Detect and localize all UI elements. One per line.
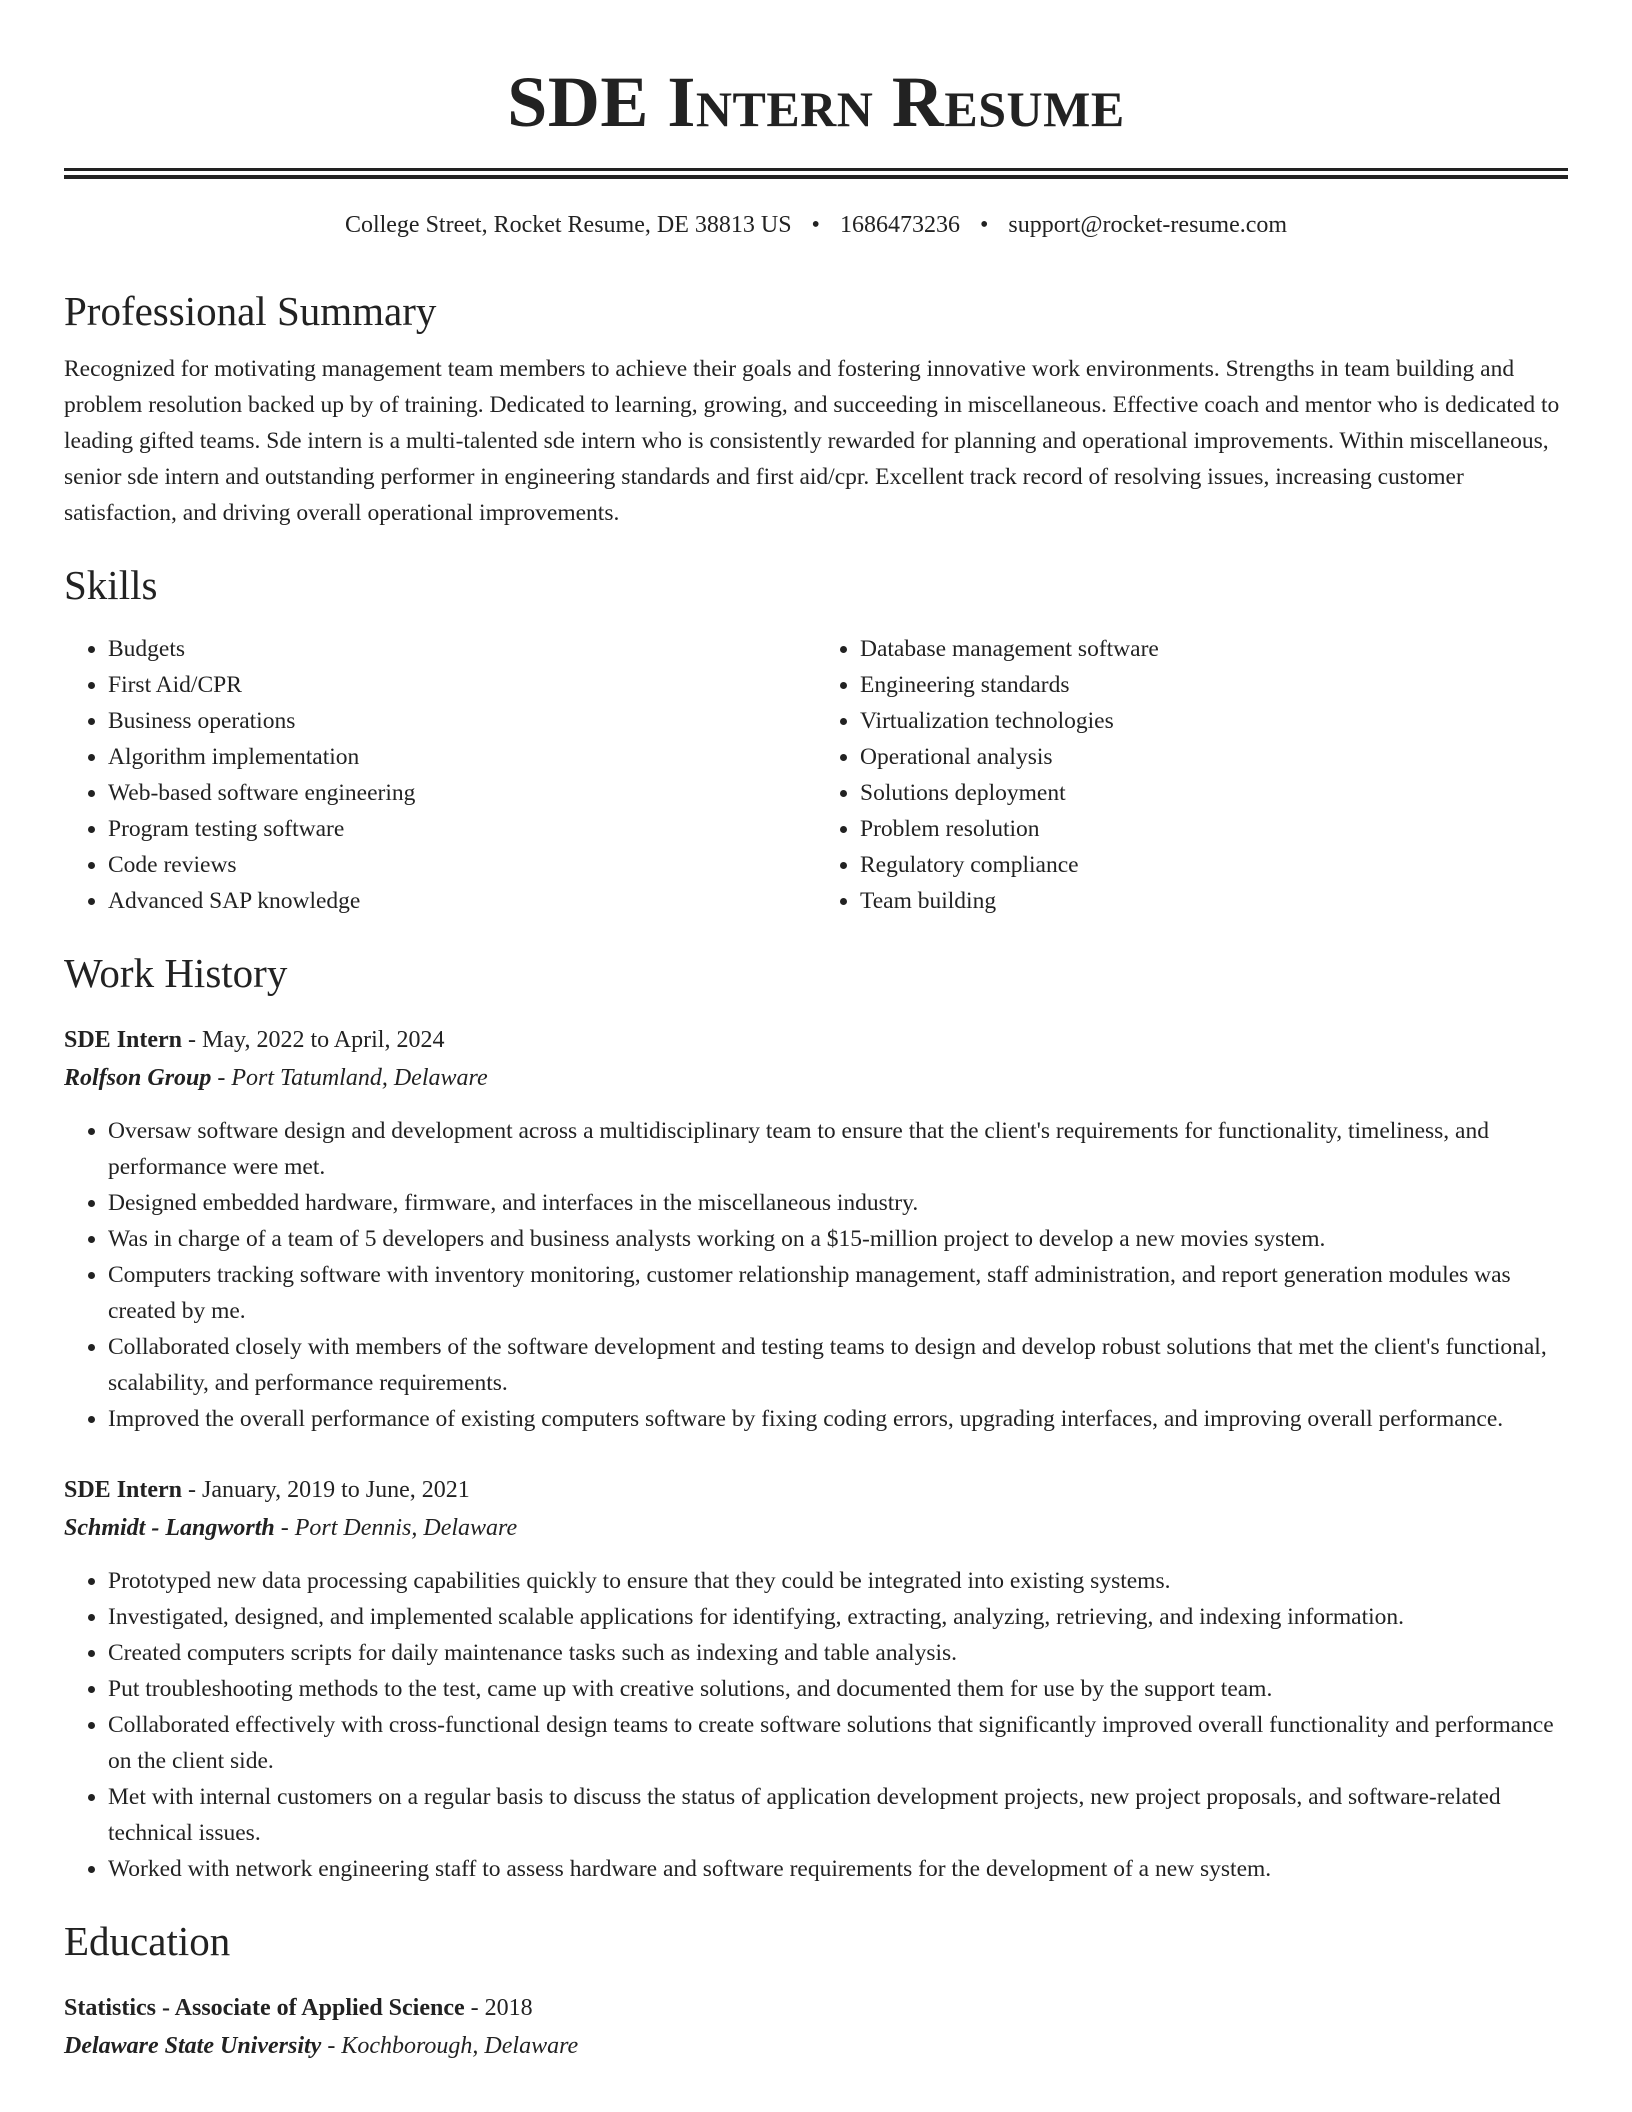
job-bullet: • Oversaw software design and development across a multidisciplinary team to ensure that the client's requirements for functionality, timeliness, and performance were met. [108,1113,1568,1185]
skills-heading: Skills [64,562,158,608]
contact-separator: • [811,212,820,238]
skill-item: • Web-based software engineering [108,775,816,811]
work-history-heading: Work History [64,950,288,996]
contact-phone: 1686473236 [839,212,960,238]
job-entry [64,1471,1568,1887]
skill-item: • Advanced SAP knowledge [108,883,816,919]
skills-column-left [64,631,816,919]
title-divider [64,168,1568,179]
job-bullet: • Met with internal customers on a regular basis to discuss the status of application development projects, new project proposals, and software-related technical issues. [108,1779,1568,1851]
job-bullet: • Collaborated closely with members of the software development and testing teams to design and develop robust solutions that met the client's functional, scalability, and performance requirements. [108,1329,1568,1401]
education-entry [64,1989,1568,2065]
job-bullet: • Worked with network engineering staff to assess hardware and software requirements for the development of a new system. [108,1851,1568,1887]
contact-separator: • [979,212,989,238]
job-bullet: • Put troubleshooting methods to the test, came up with creative solutions, and documented them for use by the support team. [108,1671,1568,1707]
company-line [64,1509,1568,1547]
contact-email: support@rocket-resume.com [1008,212,1288,238]
school-name: Delaware State University [64,2033,322,2059]
job-dates: - January, 2019 to June, 2021 [182,1477,470,1503]
skill-item: • Database management software [860,631,1568,667]
skill-item: • Business operations [108,703,816,739]
school-location: - Kochborough, Delaware [321,2033,579,2059]
degree-name: Statistics - Associate of Applied Science [64,1995,465,2021]
skill-item: • Algorithm implementation [108,739,816,775]
job-bullets [64,1113,1568,1437]
company-location: - Port Dennis, Delaware [274,1515,518,1541]
job-bullet: • Designed embedded hardware, firmware, and interfaces in the miscellaneous industry. [108,1185,1568,1221]
skill-item: • Team building [860,883,1568,919]
job-title-line [64,1021,1568,1059]
skill-item: • Program testing software [108,811,816,847]
skill-item: • Operational analysis [860,739,1568,775]
education-heading: Education [64,1918,231,1964]
resume-title: SDE Intern Resume [507,62,1125,142]
job-bullets [64,1563,1568,1887]
job-entry [64,1021,1568,1437]
skills-list [64,631,1568,919]
school-line [64,2027,1568,2065]
skill-item: • Regulatory compliance [860,847,1568,883]
skill-item: • Problem resolution [860,811,1568,847]
degree-year: - 2018 [464,1995,533,2021]
contact-line [64,209,1568,241]
summary-heading: Professional Summary [64,288,437,334]
skill-item: • Engineering standards [860,667,1568,703]
job-title-line [64,1471,1568,1509]
skills-column-right [816,631,1568,919]
skill-item: • Solutions deployment [860,775,1568,811]
job-bullet: • Computers tracking software with inventory monitoring, customer relationship management, staff administration, and report generation modules was created by me. [108,1257,1568,1329]
company-location: - Port Tatumland, Delaware [211,1065,488,1091]
degree-line [64,1989,1568,2027]
skill-item: • Budgets [108,631,816,667]
company-name: Rolfson Group [64,1065,212,1091]
summary-text: Recognized for motivating management team members to achieve their goals and fostering innovative work environments. Strengths in team building and problem resolution backed up by of training. Dedicated to learning, growing, and succeeding in miscellaneous. Effective coach and mentor who is dedicated to leading gifted teams. Sde intern is a multi-talented sde intern who is consistently rewarded for planning and operational improvements. Within miscellaneous, senior sde intern and outstanding performer in engineering standards and first aid/cpr. Excellent track record of resolving issues, increasing customer satisfaction, and driving overall operational improvements. [64,356,1560,526]
job-bullet: • Collaborated effectively with cross-functional design teams to create software solutions that significantly improved overall functionality and performance on the client side. [108,1707,1568,1779]
job-bullet: • Improved the overall performance of existing computers software by fixing coding errors, upgrading interfaces, and improving overall performance. [108,1401,1568,1437]
company-name: Schmidt - Langworth [64,1515,275,1541]
skill-item: • First Aid/CPR [108,667,816,703]
job-bullet: • Investigated, designed, and implemented scalable applications for identifying, extracting, analyzing, retrieving, and indexing information. [108,1599,1568,1635]
skill-item: • Code reviews [108,847,816,883]
company-line [64,1059,1568,1097]
job-bullet: • Was in charge of a team of 5 developers and business analysts working on a $15-million project to develop a new movies system. [108,1221,1568,1257]
job-dates: - May, 2022 to April, 2024 [182,1027,445,1053]
job-title: SDE Intern [64,1027,183,1053]
skill-item: • Virtualization technologies [860,703,1568,739]
job-bullet: • Created computers scripts for daily maintenance tasks such as indexing and table analysis. [108,1635,1568,1671]
job-bullet: • Prototyped new data processing capabilities quickly to ensure that they could be integrated into existing systems. [108,1563,1568,1599]
job-title: SDE Intern [64,1477,183,1503]
contact-address: College Street, Rocket Resume, DE 38813 US [344,212,792,238]
